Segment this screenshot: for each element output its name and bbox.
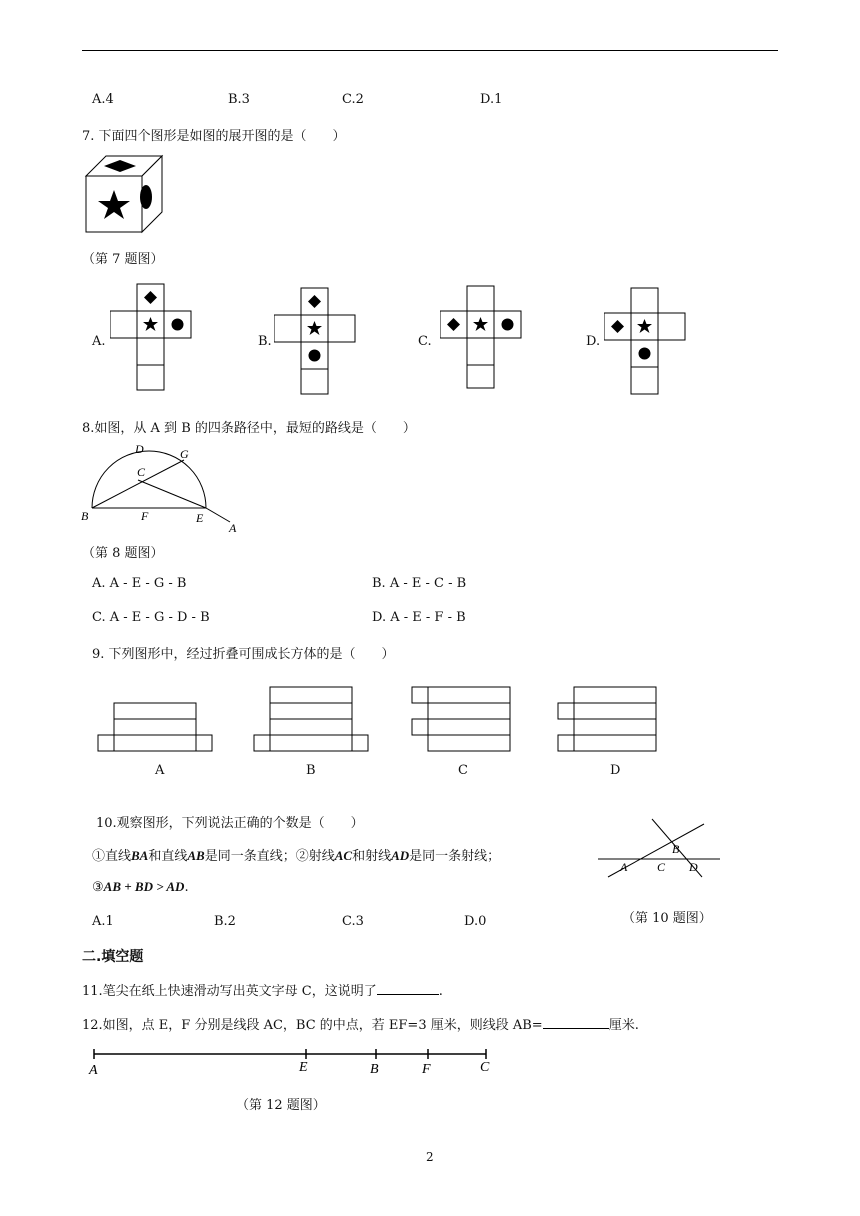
q7-option-a-label: A. xyxy=(92,334,106,349)
q12-figure xyxy=(86,1044,500,1078)
point-c-label: C xyxy=(480,1060,490,1075)
cube-figure xyxy=(84,152,164,234)
point-a-label: A xyxy=(89,1063,98,1078)
q8-option-d: D. A - E - F - B xyxy=(372,610,466,625)
q8-option-c: C. A - E - G - D - B xyxy=(92,610,210,625)
circle-icon xyxy=(140,185,152,209)
q10-statement-2: ③AB + BD > AD. xyxy=(92,879,189,895)
point-a-label: A xyxy=(229,521,237,535)
q8-option-b: B. A - E - C - B xyxy=(372,576,467,591)
q9-question: 9. 下列图形中，经过折叠可围成长方体的是（ ） xyxy=(92,647,395,662)
q12-question: 12.如图，点 E，F 分别是线段 AC，BC 的中点，若 EF=3 厘米，则线段 AB= 厘米. xyxy=(82,1018,639,1033)
point-d-label: D xyxy=(135,442,144,456)
q10-option-b: B.2 xyxy=(214,914,236,929)
q9-option-c-label: C xyxy=(458,763,468,778)
q9-option-a-label: A xyxy=(155,763,165,778)
q7-caption: （第 7 题图） xyxy=(82,252,164,267)
point-a-label: A xyxy=(620,860,628,874)
q10-figure xyxy=(596,814,722,882)
circle-icon xyxy=(172,319,184,331)
point-d-label: D xyxy=(689,860,698,874)
point-b-label: B xyxy=(672,842,680,856)
q7-question: 7. 下面四个图形是如图的展开图的是（ ） xyxy=(82,129,346,144)
circle-icon xyxy=(502,319,514,331)
q9-net-b xyxy=(252,684,372,754)
point-g-label: G xyxy=(180,447,189,461)
q6-option-c: C.2 xyxy=(342,92,364,107)
q7-net-d xyxy=(604,286,688,396)
q6-option-b: B.3 xyxy=(228,92,250,107)
q10-option-a: A.1 xyxy=(92,914,114,929)
q9-option-d-label: D xyxy=(610,763,621,778)
q7-net-a xyxy=(110,282,194,392)
q10-caption: （第 10 题图） xyxy=(622,911,712,926)
header-rule xyxy=(82,50,778,51)
q7-net-c xyxy=(440,284,524,390)
circle-icon xyxy=(309,350,321,362)
q6-option-d: D.1 xyxy=(480,92,503,107)
q8-option-a: A. A - E - G - B xyxy=(92,576,187,591)
point-f-label: F xyxy=(141,509,149,523)
point-f-label: F xyxy=(422,1062,431,1077)
answer-blank xyxy=(377,982,439,995)
point-b-label: B xyxy=(81,509,89,523)
q7-option-c-label: C. xyxy=(418,334,432,349)
point-c-label: C xyxy=(657,860,666,874)
point-b-label: B xyxy=(370,1062,379,1077)
q10-statement-1: ①直线BA和直线AB是同一条直线；②射线AC和射线AD是同一条射线； xyxy=(92,848,501,864)
q8-question: 8.如图，从 A 到 B 的四条路径中，最短的路线是（ ） xyxy=(82,421,416,436)
q7-option-b-label: B. xyxy=(258,334,272,349)
page-number: 2 xyxy=(426,1150,434,1164)
answer-blank xyxy=(543,1016,609,1029)
section-heading: 二.填空题 xyxy=(82,949,144,965)
q8-figure xyxy=(78,438,248,538)
q7-net-b xyxy=(274,286,358,396)
q6-option-a: A.4 xyxy=(92,92,114,107)
q9-net-a xyxy=(96,684,216,754)
q8-caption: （第 8 题图） xyxy=(82,546,164,561)
circle-icon xyxy=(639,348,651,360)
point-c-label: C xyxy=(137,465,146,479)
point-e-label: E xyxy=(196,511,204,525)
q10-question: 10.观察图形，下列说法正确的个数是（ ） xyxy=(96,816,364,831)
point-e-label: E xyxy=(299,1060,308,1075)
q12-caption: （第 12 题图） xyxy=(236,1098,326,1113)
q9-net-c xyxy=(410,684,516,754)
q11-question: 11.笔尖在纸上快速滑动写出英文字母 C，这说明了 . xyxy=(82,984,443,999)
q7-option-d-label: D. xyxy=(586,334,601,349)
q9-net-d xyxy=(556,684,662,754)
q9-option-b-label: B xyxy=(306,763,316,778)
q10-option-d: D.0 xyxy=(464,914,487,929)
q10-option-c: C.3 xyxy=(342,914,364,929)
